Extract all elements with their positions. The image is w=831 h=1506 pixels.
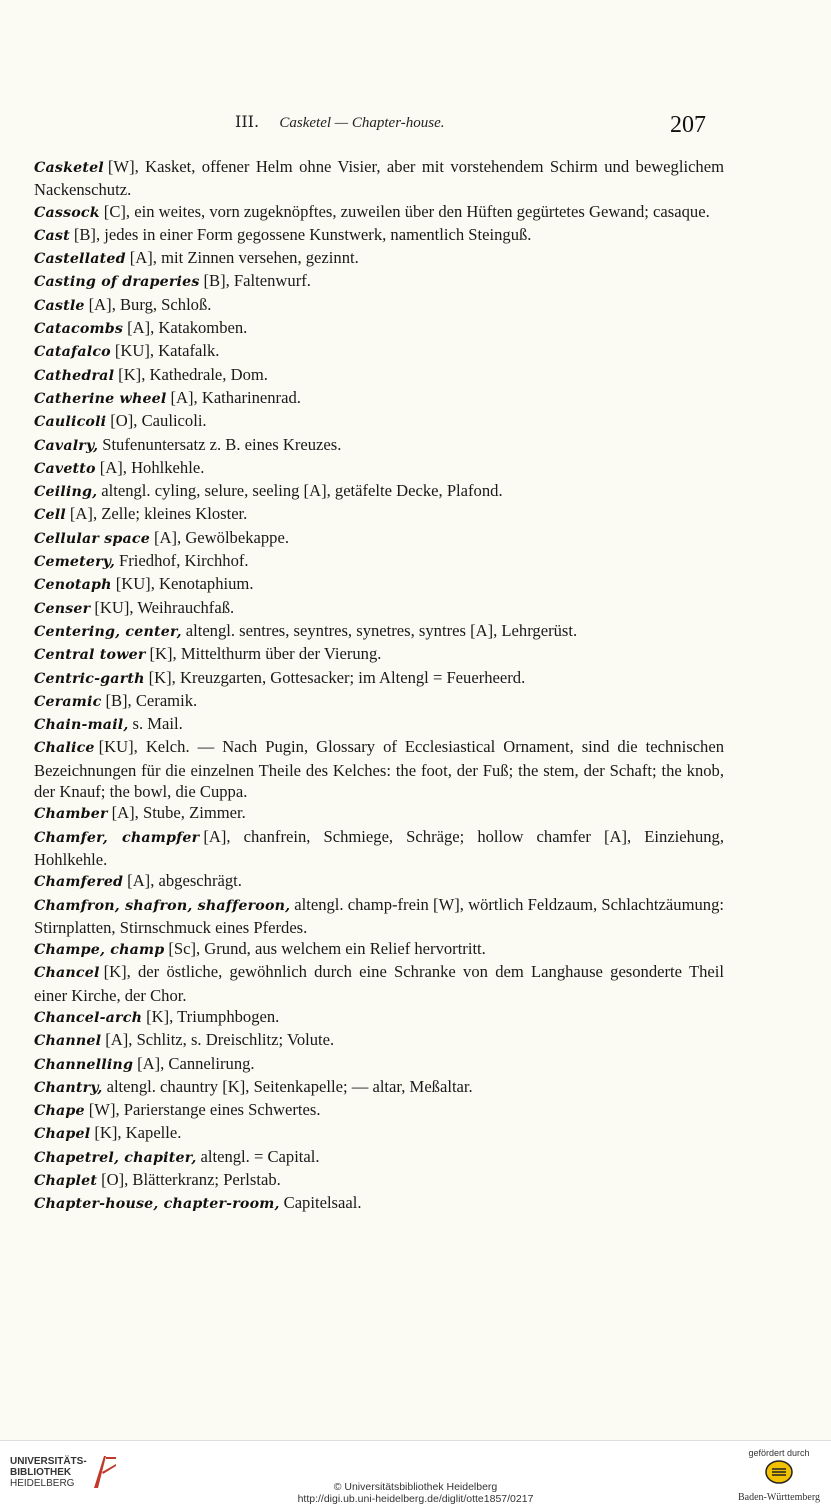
entry-headword: Centric-garth [34, 670, 145, 687]
dictionary-entry [34, 870, 724, 893]
library-name-line2: BIBLIOTHEK [10, 1467, 72, 1478]
dictionary-entry [34, 667, 724, 690]
entry-headword: Chantry, [34, 1079, 103, 1096]
funded-by-label: gefördert durch [748, 1448, 810, 1458]
entry-definition: altengl. cyling, selure, seeling [A], getäfelte Decke, Plafond. [101, 481, 503, 501]
dictionary-entry [34, 690, 724, 713]
dictionary-entry [34, 550, 724, 573]
entry-definition: [O], Caulicoli. [110, 411, 207, 431]
entry-headword: Cenotaph [34, 577, 112, 594]
entry-definition: [K], Mittelthurm über der Vierung. [149, 644, 382, 664]
entry-headword: Censer [34, 600, 91, 617]
entry-definition: Friedhof, Kirchhof. [119, 551, 249, 571]
entry-headword: Cell [34, 507, 66, 524]
entry-definition: [KU], Weihrauchfaß. [94, 597, 235, 617]
entry-definition: altengl. chauntry [K], Seitenkapelle; — altar, Meßaltar. [106, 1076, 473, 1096]
entry-definition: [B], jedes in einer Form gegossene Kunstwerk, namentlich Steinguß. [73, 224, 532, 244]
library-name-line3: HEIDELBERG [10, 1478, 75, 1489]
entry-headword: Cavetto [34, 460, 96, 477]
entry-headword: Ceramic [34, 693, 102, 710]
entry-definition: [A], Stube, Zimmer. [111, 803, 246, 823]
entry-headword: Chamfered [34, 874, 124, 891]
entry-headword: Cast [34, 227, 70, 244]
entry-headword: Chaplet [34, 1173, 98, 1190]
dictionary-entry [34, 224, 724, 247]
running-header [235, 112, 445, 132]
entry-definition: Capitelsaal. [283, 1193, 362, 1213]
entry-headword: Chancel [34, 965, 100, 982]
library-name-line1: UNIVERSITÄTS- [10, 1456, 87, 1467]
dictionary-entry [34, 1029, 724, 1052]
dictionary-entry [34, 410, 724, 433]
dictionary-entry [34, 597, 724, 620]
entry-headword: Casketel [34, 160, 104, 176]
entry-headword: Cemetery, [34, 554, 116, 571]
dictionary-entry [34, 270, 724, 293]
entry-headword: Catherine wheel [34, 390, 167, 407]
entry-definition: [O], Blätterkranz; Perlstab. [101, 1170, 281, 1190]
entry-definition: [KU], Kenotaphium. [115, 574, 254, 594]
entry-definition: [Sc], Grund, aus welchem ein Relief hervortritt. [168, 939, 486, 959]
dictionary-entry [34, 434, 724, 457]
entry-definition: [A], mit Zinnen versehen, gezinnt. [129, 248, 359, 268]
entry-headword: Centering, center, [34, 623, 182, 640]
dictionary-entry [34, 826, 724, 871]
entry-headword: Cathedral [34, 367, 115, 384]
entry-definition: [B], Ceramik. [105, 690, 198, 710]
entry-definition: [C], ein weites, vorn zugeknöpftes, zuweilen über den Hüften gegürtetes Gewand; casaque. [103, 201, 710, 221]
entry-definition: [A], Cannelirung. [137, 1053, 255, 1073]
dictionary-entry [34, 527, 724, 550]
entry-headword: Castellated [34, 251, 126, 268]
section-number: III. [235, 112, 260, 131]
dictionary-entry [34, 364, 724, 387]
entry-definition: [A], Gewölbekappe. [153, 527, 289, 547]
entry-definition: [K], der östliche, gewöhnlich durch eine Schranke von dem Langhause gesonderte Theil einer Kirche, der Chor. [34, 962, 724, 1005]
entry-headword: Caulicoli [34, 414, 107, 431]
entry-headword: Catafalco [34, 344, 111, 361]
funder-name: Baden-Württemberg [737, 1492, 820, 1503]
dictionary-entry [34, 457, 724, 480]
dictionary-entry [34, 802, 724, 825]
entry-definition: [W], Kasket, offener Helm ohne Visier, aber mit vorstehendem Schirm und beweglichem Nackenschutz. [34, 157, 724, 200]
entry-definition: [A], chanfrein, Schmiege, Schräge; hollow chamfer [A], Einziehung, Hohlkehle. [34, 826, 724, 869]
dictionary-entry [34, 1053, 724, 1076]
dictionary-entry [34, 736, 724, 802]
dictionary-entry [34, 340, 724, 363]
entry-definition: [K], Kathedrale, Dom. [118, 364, 268, 384]
entry-headword: Chamber [34, 806, 108, 823]
dictionary-entry [34, 1099, 724, 1122]
entry-definition: s. Mail. [132, 714, 183, 734]
funder-block [735, 1448, 823, 1503]
dictionary-entry [34, 573, 724, 596]
entry-definition: altengl. = Capital. [200, 1146, 320, 1166]
entry-headword: Chancel-arch [34, 1009, 143, 1026]
entry-definition: [K], Kreuzgarten, Gottesacker; im Altengl = Feuerheerd. [148, 667, 526, 687]
entry-definition: [A], Schlitz, s. Dreischlitz; Volute. [105, 1030, 335, 1050]
source-url-link[interactable]: http://digi.ub.uni-heidelberg.de/diglit/otte1857/0217 [297, 1492, 534, 1505]
entry-definition: [KU], Katafalk. [114, 341, 220, 361]
entry-headword: Channel [34, 1033, 102, 1050]
entry-definition: [A], Burg, Schloß. [88, 294, 212, 314]
entry-definition: [A], Zelle; kleines Kloster. [69, 504, 248, 524]
dictionary-entry [34, 1146, 724, 1169]
page-number: 207 [670, 112, 706, 138]
dictionary-entry [34, 201, 724, 224]
entry-definition: [K], Kapelle. [94, 1123, 182, 1143]
entry-headword: Channelling [34, 1056, 134, 1073]
entry-definition: [A], Hohlkehle. [99, 457, 205, 477]
dictionary-entry [34, 1192, 724, 1215]
entry-headword: Catacombs [34, 321, 124, 338]
entry-headword: Chalice [34, 740, 95, 757]
entry-headword: Chape [34, 1103, 85, 1120]
entry-definition: [KU], Kelch. — Nach Pugin, Glossary of Ecclesiastical Ornament, sind die technischen Bezeichnungen für die einzelnen Theile des Kelches: the foot, der Fuß; the stem, der Schaft; the knob, der Knauf; the bowl, die Cuppa. [34, 737, 724, 802]
dictionary-entry [34, 894, 724, 939]
dictionary-entry [34, 156, 724, 201]
entry-definition: [A], abgeschrägt. [127, 871, 242, 891]
state-seal-icon [763, 1460, 795, 1484]
entry-headword: Chain-mail, [34, 717, 129, 734]
entry-definition: [K], Triumphbogen. [146, 1006, 280, 1026]
entry-headword: Cavalry, [34, 437, 99, 454]
dictionary-entry [34, 317, 724, 340]
dictionary-entry [34, 938, 724, 961]
dictionary-entry [34, 247, 724, 270]
entry-headword: Cassock [34, 204, 100, 221]
entry-headword: Chapetrel, chapiter, [34, 1149, 197, 1166]
entry-definition: altengl. champ-frein [W], wörtlich Feldzaum, Schlachtzäumung: Stirnplatten, Stirnschmuck eines Pferdes. [34, 894, 724, 937]
entry-definition: [B], Faltenwurf. [203, 271, 311, 291]
dictionary-entry [34, 1076, 724, 1099]
footer-credit [0, 1482, 831, 1505]
header-title: Casketel — Chapter-house. [279, 115, 445, 131]
dictionary-entry [34, 1006, 724, 1029]
dictionary-entry [34, 294, 724, 317]
entry-headword: Cellular space [34, 530, 150, 547]
copyright-text: © Universitätsbibliothek Heidelberg [333, 1481, 498, 1493]
entry-headword: Castle [34, 297, 85, 314]
entry-definition: [A], Katharinenrad. [170, 387, 301, 407]
entry-headword: Casting of draperies [34, 274, 200, 291]
entry-headword: Champe, champ [34, 942, 165, 959]
entry-headword: Chapel [34, 1126, 91, 1143]
dictionary-entry [34, 1122, 724, 1145]
dictionary-entry [34, 961, 724, 1006]
dictionary-entry [34, 480, 724, 503]
entry-definition: Stufenuntersatz z. B. eines Kreuzes. [102, 434, 342, 454]
dictionary-entry [34, 643, 724, 666]
dictionary-entry [34, 620, 724, 643]
entry-headword: Chapter-house, chapter-room, [34, 1196, 280, 1213]
dictionary-entry [34, 387, 724, 410]
entry-definition: altengl. sentres, seyntres, synetres, syntres [A], Lehrgerüst. [185, 620, 578, 640]
entry-headword: Chamfer, champfer [34, 829, 200, 846]
dictionary-entry [34, 1169, 724, 1192]
entry-definition: [A], Katakomben. [127, 318, 248, 338]
entry-definition: [W], Parierstange eines Schwertes. [88, 1100, 321, 1120]
dictionary-entries [34, 156, 724, 1216]
entry-headword: Central tower [34, 647, 146, 664]
dictionary-entry [34, 503, 724, 526]
dictionary-entry [34, 713, 724, 736]
entry-headword: Chamfron, shafron, shafferoon, [34, 897, 291, 914]
entry-headword: Ceiling, [34, 484, 98, 501]
